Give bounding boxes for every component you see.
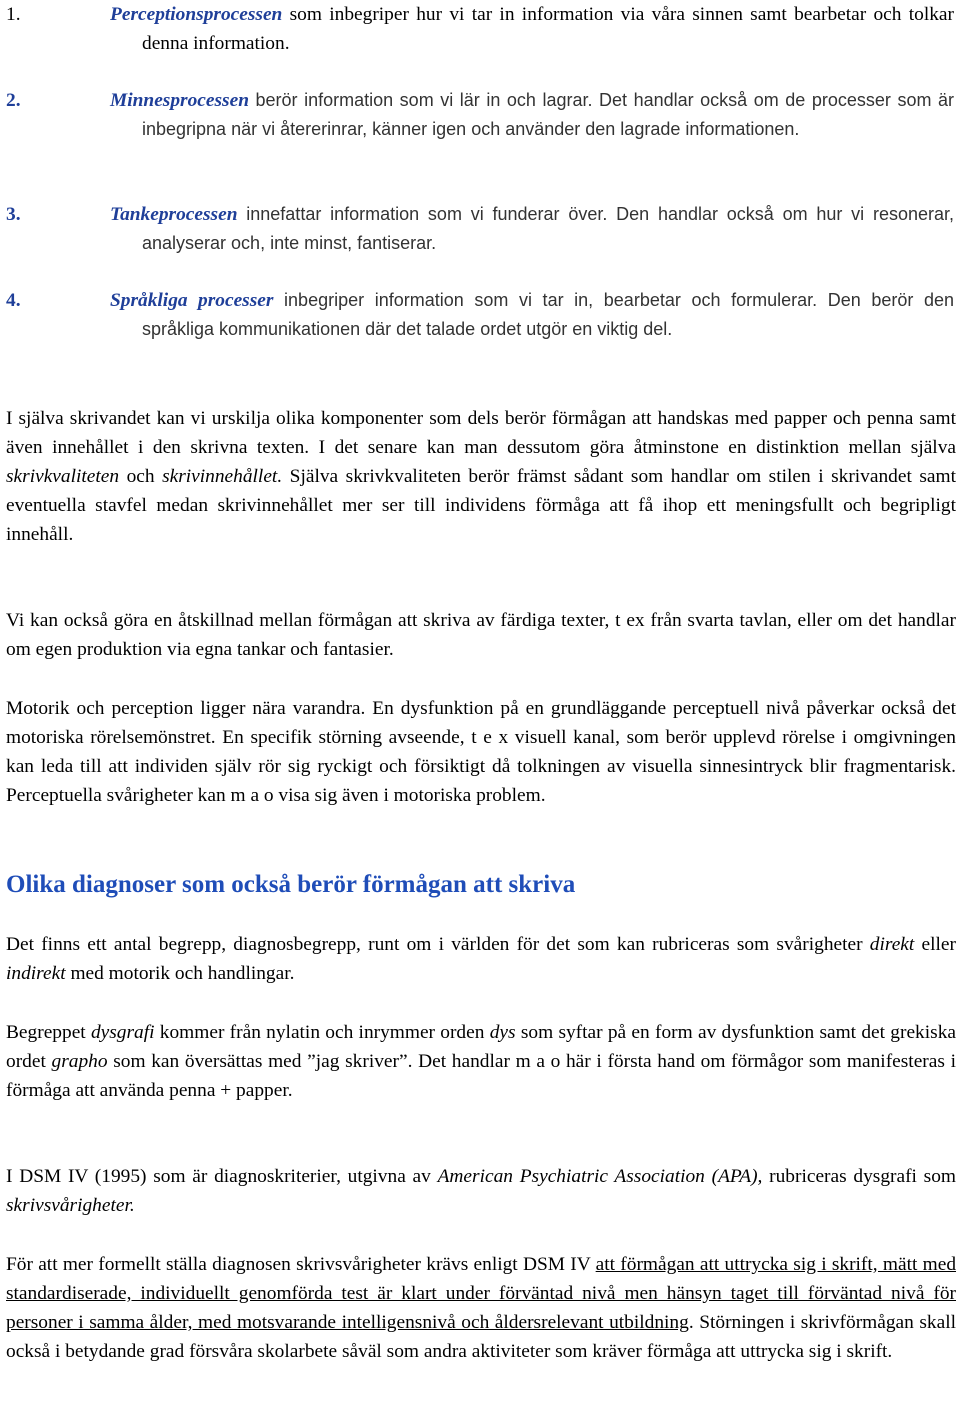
section-heading: Olika diagnoser som också berör förmågan att skriva xyxy=(6,871,576,898)
list-item xyxy=(0,200,954,258)
list-text: inbegriper information som vi tar in, bearbetar och formulerar. Den berör den språkliga kommunikationen där det talade ordet utgör en viktig del. xyxy=(142,290,954,339)
paragraph: För att mer formellt ställa diagnosen skrivsvårigheter krävs enligt DSM IV att förmågan att uttrycka sig i skrift, mätt med standardiserade, individuellt genomförda test är klart under förväntad nivå men hänsyn taget till förväntad nivå för personer i samma ålder, med motsvarande intelligensnivå och åldersrelevant utbildning. Störningen i skrivförmågan skall också i betydande grad försvåra skolarbete såväl som andra aktiviteter som kräver förmåga att uttrycka sig i skrift. xyxy=(6,1254,957,1362)
list-number: 4. xyxy=(6,290,21,311)
paragraph: I själva skrivandet kan vi urskilja olika komponenter som dels berör förmågan att handskas med papper och penna samt även innehållet i den skrivna texten. I det senare kan man dessutom göra åtminstone en distinktion mellan själva skrivkvaliteten och skrivinnehållet. Själva skrivkvaliteten berör främst sådant som handlar om stilen i skrivandet samt eventuella stavfel medan skrivinnehållet mer ser till individens förmåga att få ihop ett meningsfullt och begripligt innehåll. xyxy=(6,408,956,545)
list-term: Perceptionsprocessen xyxy=(110,4,283,25)
paragraph: Det finns ett antal begrepp, diagnosbegrepp, runt om i världen för det som kan rubriceras som svårigheter direkt eller indirekt med motorik och handlingar. xyxy=(6,934,956,984)
list-number: 2. xyxy=(6,90,21,111)
list-item xyxy=(0,286,954,344)
list-text: innefattar information som vi funderar över. Den handlar också om hur vi resonerar, analyserar och, inte minst, fantiserar. xyxy=(142,204,954,253)
list-item xyxy=(0,0,954,58)
list-text: berör information som vi lär in och lagrar. Det handlar också om de processer som är inbegripna när vi återerinrar, känner igen och använder den lagrade informationen. xyxy=(142,90,954,139)
list-number: 3. xyxy=(6,204,21,225)
list-number: 1. xyxy=(6,4,21,25)
list-item xyxy=(0,86,954,144)
paragraph: Motorik och perception ligger nära varandra. En dysfunktion på en grundläggande perceptuell nivå påverkar också det motoriska rörelsemönstret. En specifik störning avseende, t e x visuell kanal, som berör upplevd rörelse i omgivningen kan leda till att individen själv rör sig ryckigt och försiktigt då tolkningen av visuella sinnesintryck blir fragmentarisk. Perceptuella svårigheter kan m a o visa sig även i motoriska problem. xyxy=(6,698,956,806)
list-text: som inbegriper hur vi tar in information via våra sinnen samt bearbetar och tolkar denna information. xyxy=(142,4,954,54)
paragraph: Begreppet dysgrafi kommer från nylatin och inrymmer orden dys som syftar på en form av dysfunktion samt det grekiska ordet grapho som kan översättas med ”jag skriver”. Det handlar m a o här i första hand om förmågor som manifesteras i förmåga att använda penna + papper. xyxy=(6,1022,956,1101)
paragraph: I DSM IV (1995) som är diagnoskriterier, utgivna av American Psychiatric Association (APA), rubriceras dysgrafi som skrivsvårigheter. xyxy=(6,1166,956,1216)
paragraph: Vi kan också göra en åtskillnad mellan förmågan att skriva av färdiga texter, t ex från svarta tavlan, eller om det handlar om egen produktion via egna tankar och fantasier. xyxy=(6,610,956,660)
list-term: Minnesprocessen xyxy=(110,90,249,111)
list-term: Språkliga processer xyxy=(110,290,274,311)
list-term: Tankeprocessen xyxy=(110,204,238,225)
